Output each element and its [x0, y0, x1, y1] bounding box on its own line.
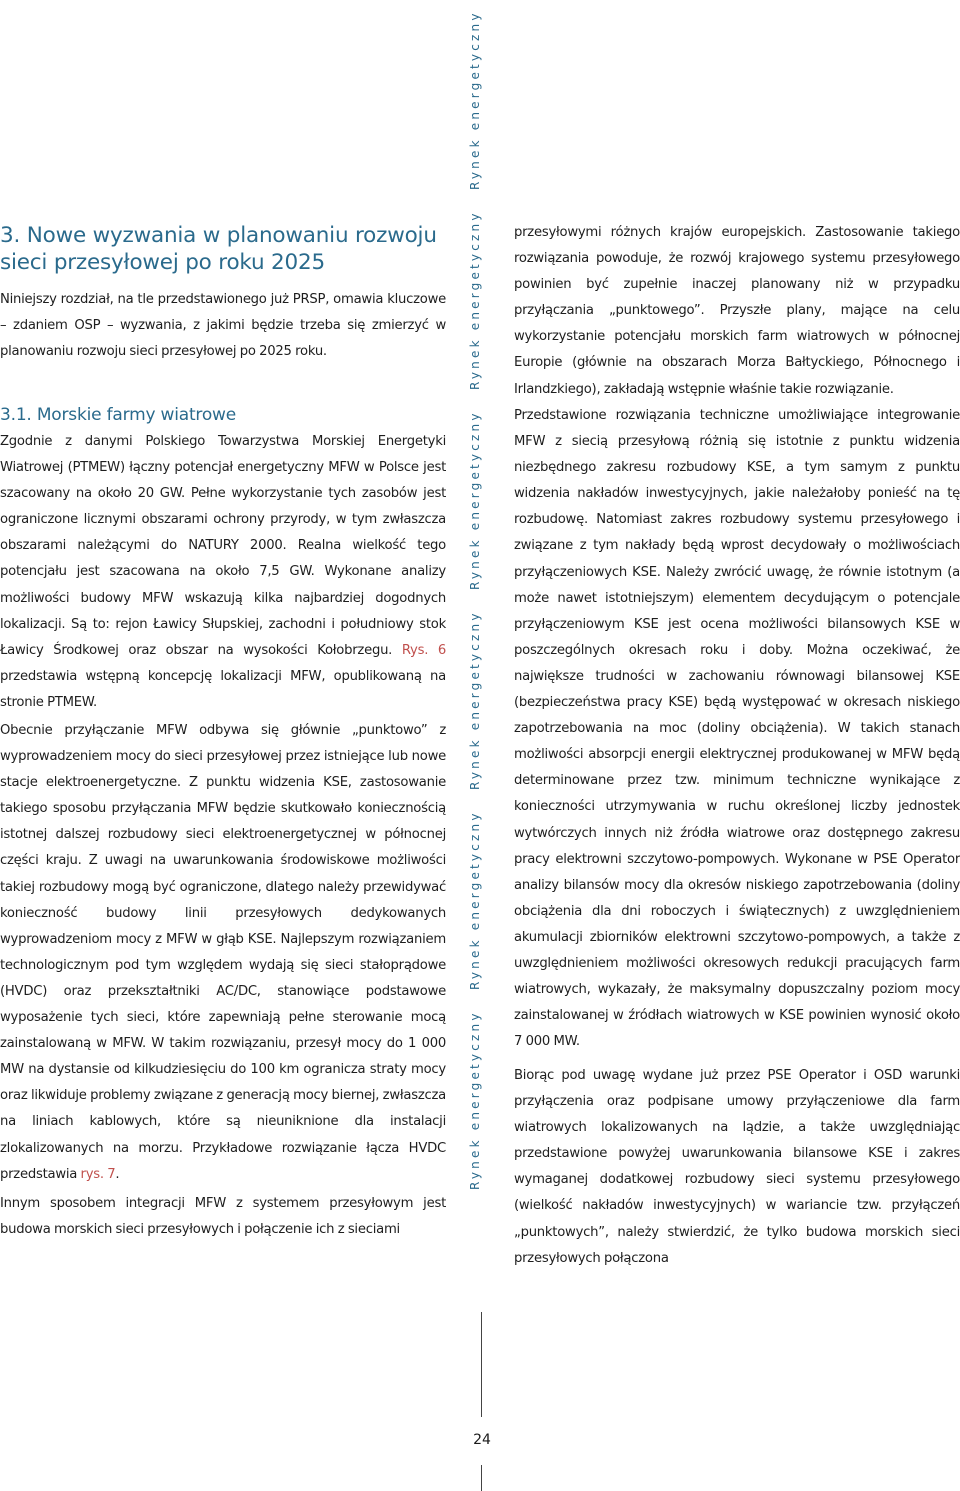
side-banner-text: Rynek energetyczny: [468, 1010, 482, 1190]
paragraph-integration: Innym sposobem integracji MFW z systemem przesyłowym jest budowa morskich sieci przesyłowych i połączenie ich z sieciami: [0, 1196, 446, 1238]
paragraph-ptmew: [0, 429, 446, 716]
paragraph-connection-conditions: Biorąc pod uwagę wydane już przez PSE Operator i OSD warunki przyłączenia oraz podpisane umowy przyłączeniowe dla farm wiatrowych lokalizowanych na lądzie, a także uwzględniając przedstawione powyżej uwarunkowania bilansowe KSE i zakres wymaganej dodatkowej rozbudowy sieci systemu przesyłowego (wielkość nakładów inwestycyjnych) w wariancie tzw. przyłączeń „punktowych”, należy stwierdzić, że tylko budowa morskich sieci przesyłowych połączona: [514, 1068, 960, 1266]
side-banner-text: Rynek energetyczny: [468, 810, 482, 990]
side-banner-text: Rynek energetyczny: [468, 410, 482, 590]
figure-6-reference[interactable]: Rys. 6: [401, 642, 447, 658]
paragraph-european-networks: przesyłowymi różnych krajów europejskich. Zastosowanie takiego rozwiązania powoduje, że rozwój krajowego systemu przesyłowego powinien być zupełnie inaczej planowany niż w przypadku przyłączania „punktowego”. Przyszłe plany, mające na celu wykorzystanie potencjału morskich farm wiatrowych w północnej Europie (głównie na obszarach Morza Bałtyckiego, Północnego i Irlandzkiego), zakładają wstępnie właśnie takie rozwiązanie.: [514, 225, 960, 397]
paragraph-connection-a: Obecnie przyłączanie MFW odbywa się głównie „punktowo” z wyprowadzeniem mocy do sieci przesyłowej przez istniejące lub nowe stacje elektroenergetyczne. Z punktu widzenia KSE, zastosowanie takiego sposobu przyłączania MFW będzie skutkowało koniecznością istotnej dalszej rozbudowy sieci elektroenergetycznej w północnej części kraju. Z uwagi na uwarunkowania środowiskowe możliwości takiej rozbudowy mogą być ograniczone, dlatego należy przewidywać konieczność budowy linii przesyłowych dedykowanych wyprowadzeniom mocy z MFW w głąb KSE. Najlepszym rozwiązaniem technologicznym pod tym względem wydają się sieci stałoprądowe (HVDC) oraz przekształtniki AC/DC, stanowiące podstawowe wyposażenie tych sieci, które zapewniają pełne sterowanie mocą zainstalowaną w MFW. W takim rozwiązaniu, przesył mocy do 1 000 MW na dystansie od kilkudziesięciu do 100 km ogranicza straty mocy oraz likwiduje problemy związane z generacją mocy biernej, zwłaszcza na liniach kablowych, które są nieuniknione dla instalacji zlokalizowanych na morzu. Przykładowe rozwiązanie łącza HVDC przedstawia: [0, 723, 446, 1182]
side-banner-text: Rynek energetyczny: [468, 610, 482, 790]
paragraph-technical-solutions: Przedstawione rozwiązania techniczne umożliwiające integrowanie MFW z siecią przesyłową różnią się istotnie z punktu widzenia niezbędnego zakresu rozbudowy KSE, a tym samym z punktu widzenia nakładów inwestycyjnych, jakie należałoby ponieść na tę rozbudowę. Natomiast zakres rozbudowy systemu przesyłowego i związane z tym nakłady będą wprost decydowały o możliwościach przyłączeniowych KSE. Należy zwrócić uwagę, że równie istotnym (a może nawet istotniejszym) elementem decydującym o potencjale przyłączeniowym KSE jest ocena możliwości bilansowych KSE w poszczególnych okresach roku i doby. Można oczekiwać, że największe trudności w zachowaniu równowagi bilansowej KSE (bezpieczeństwa pracy KSE) będą występować w okresach niskiego zapotrzebowania na moc (doliny obciążenia). W takich stanach możliwości absorpcji energii elektrycznej produkowanej w MFW będą determinowane przez tzw. minimum techniczne wynikające z konieczności utrzymywania w ruchu określonej liczby jednostek wytwórczych innych niż źródła wiatrowe oraz dostępnego zakresu pracy elektrowni szczytowo-pompowych. Wykonane w PSE Operator analizy bilansów mocy dla okresów niskiego zapotrzebowania (doliny obciążenia dla dni roboczych i świątecznych) z uwzględnieniem akumulacji zbiorników elektrowni szczytowo-pompowych, a także z uwzględnieniem możliwości okresowych redukcji pracujących farm wiatrowych, wykazały, że maksymalny dopuszczalny poziom mocy zainstalowanej w źródłach wiatrowych w KSE powinien wynosić około 7 000 MW.: [514, 408, 960, 1050]
figure-7-reference[interactable]: rys. 7: [80, 1166, 116, 1182]
side-banner-text: Rynek energetyczny: [468, 10, 482, 190]
side-banner: [468, 0, 496, 1300]
paragraph-ptmew-b: przedstawia wstępną koncepcję lokalizacji MFW, opublikowaną na stronie PTMEW.: [0, 668, 446, 710]
page-number: 24: [473, 1432, 491, 1448]
page-divider-rule-bottom: [481, 1465, 482, 1491]
paragraph-connection: [0, 718, 446, 1188]
page-divider-rule: [481, 1312, 482, 1417]
side-banner-text: Rynek energetyczny: [468, 210, 482, 390]
paragraph-connection-b: .: [115, 1166, 120, 1182]
paragraph-ptmew-a: Zgodnie z danymi Polskiego Towarzystwa Morskiej Energetyki Wiatrowej (PTMEW) łączny potencjał energetyczny MFW w Polsce jest szacowany na około 20 GW. Pełne wykorzystanie tych zasobów jest ograniczone licznymi obszarami ochrony przyrody, w tym zwłaszcza obszarami należącymi do NATURY 2000. Realna wielkość tego potencjału jest szacowana na około 7,5 GW. Wykonane analizy możliwości budowy MFW wskazują kilka najbardziej dogodnych lokalizacji. Są to: rejon Ławicy Słupskiej, zachodni i południowy stok Ławicy Środkowej oraz obszar na wysokości Kołobrzegu.: [0, 434, 446, 658]
intro-paragraph: Niniejszy rozdział, na tle przedstawionego już PRSP, omawia kluczowe – zdaniem OSP – wyzwania, z jakimi będzie trzeba się zmierzyć w planowaniu rozwoju sieci przesyłowej po 2025 roku.: [0, 292, 446, 360]
section-title: 3.1. Morskie farmy wiatrowe: [0, 405, 236, 425]
chapter-title: 3. Nowe wyzwania w planowaniu rozwoju sieci przesyłowej po roku 2025: [0, 223, 437, 275]
